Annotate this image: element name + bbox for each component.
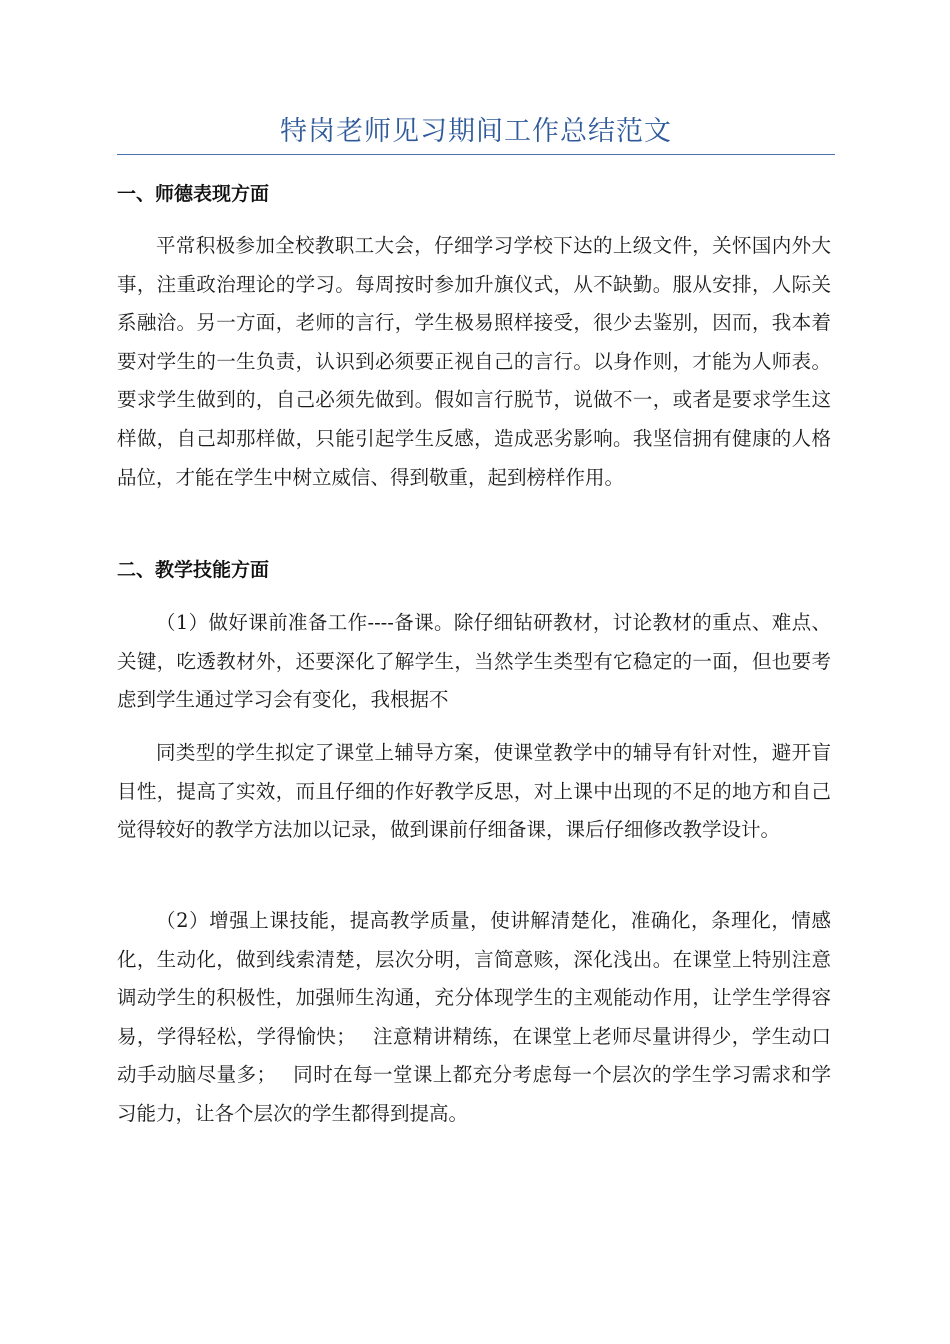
title-underline-divider — [117, 154, 835, 155]
document-title: 特岗老师见习期间工作总结范文 — [280, 116, 672, 147]
paragraph-ethics: 平常积极参加全校教职工大会，仔细学习学校下达的上级文件，关怀国内外大事，注重政治理论的学习。每周按时参加升旗仪式，从不缺勤。服从安排，人际关系融洽。另一方面，老师的言行，学生极易照样接受，很少去鉴别，因而，我本着要对学生的一生负责，认识到必须要正视自己的言行。以身作则，才能为人师表。要求学生做到的，自己必须先做到。假如言行脱节，说做不一，或者是要求学生这样做，自己却那样做，只能引起学生反感，造成恶劣影响。我坚信拥有健康的人格品位，才能在学生中树立威信、得到敬重，起到榜样作用。 — [117, 234, 831, 489]
paragraph-lesson-preparation: （1）做好课前准备工作----备课。除仔细钻研教材，讨论教材的重点、难点、关键，吃透教材外，还要深化了解学生，当然学生类型有它稳定的一面，但也要考虑到学生通过学习会有变化，我根据不 — [117, 611, 831, 712]
paragraph-classroom-skills: （2）增强上课技能，提高教学质量，使讲解清楚化，准确化，条理化，情感化，生动化，做到线索清楚，层次分明，言简意赅，深化浅出。在课堂上特别注意调动学生的积极性，加强师生沟通，充分体现学生的主观能动作用，让学生学得容易，学得轻松，学得愉快； 注意精讲精练，在课堂上老师尽量讲得少，学生动口动手动脑尽量多； 同时在每一堂课上都充分考虑每一个层次的学生学习需求和学习能力，让各个层次的学生都得到提高。 — [117, 909, 831, 1125]
section-heading-teaching-skills: 二、教学技能方面 — [117, 559, 270, 581]
section-heading-ethics: 一、师德表现方面 — [117, 183, 270, 205]
paragraph-tutoring-plan: 同类型的学生拟定了课堂上辅导方案，使课堂教学中的辅导有针对性，避开盲目性，提高了实效，而且仔细的作好教学反思，对上课中出现的不足的地方和自己觉得较好的教学方法加以记录，做到课前仔细备课，课后仔细修改教学设计。 — [117, 741, 831, 842]
